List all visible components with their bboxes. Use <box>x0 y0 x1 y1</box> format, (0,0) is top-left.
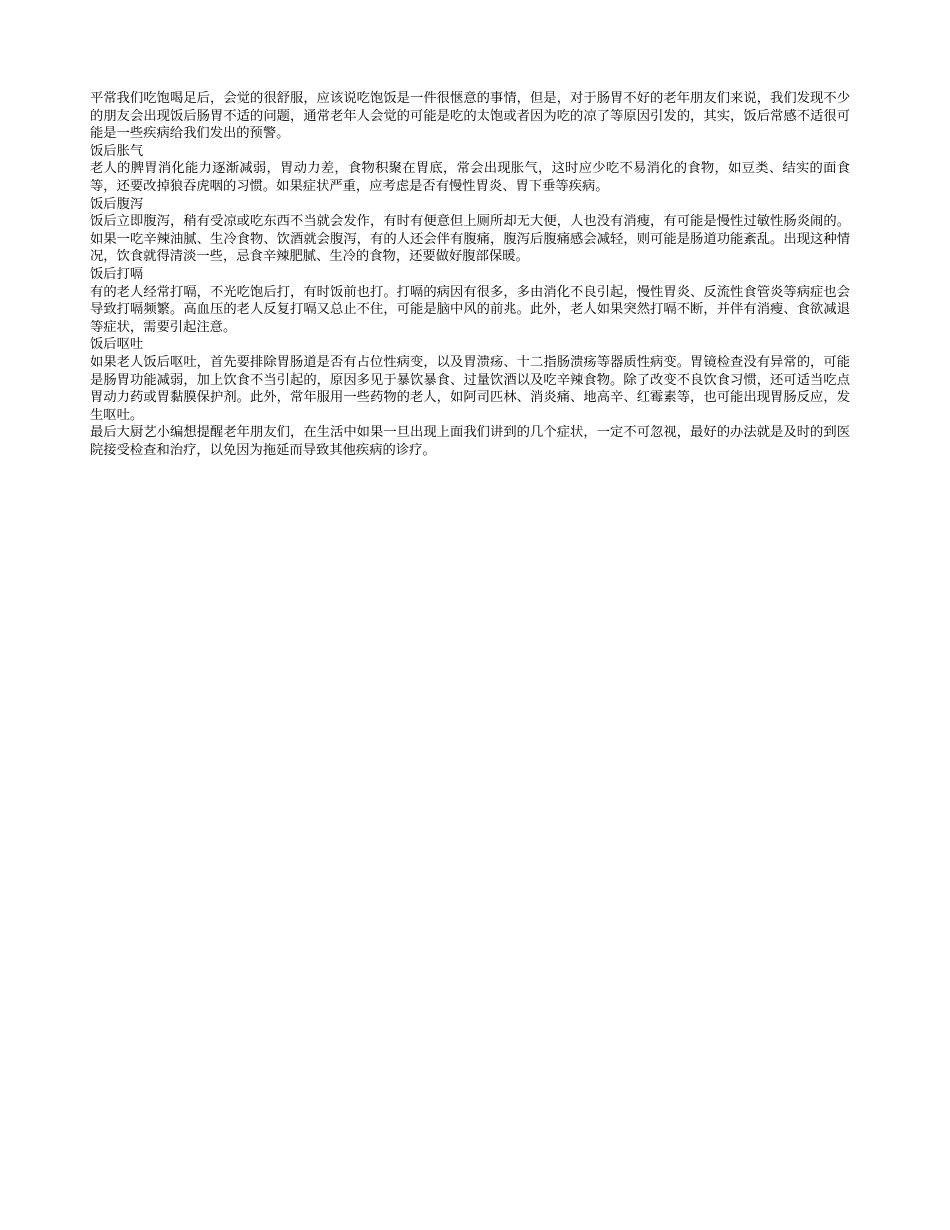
section-body-bloating: 老人的脾胃消化能力逐渐减弱，胃动力差，食物积聚在胃底，常会出现胀气，这时应少吃不易消化的食物，如豆类、结实的面食等，还要改掉狼吞虎咽的习惯。如果症状严重，应考虑是否有慢性胃炎、胃下垂等疾病。 <box>90 161 850 194</box>
section-heading-vomiting: 饭后呕吐 <box>90 337 144 353</box>
section-heading-hiccup: 饭后打嗝 <box>90 266 144 282</box>
intro-paragraph: 平常我们吃饱喝足后，会觉的很舒服，应该说吃饱饭是一件很惬意的事情，但是，对于肠胃不好的老年朋友们来说，我们发现不少的朋友会出现饭后肠胃不适的问题，通常老年人会觉的可能是吃的太饱或者因为吃的凉了等原因引发的，其实，饭后常感不适很可能是一些疾病给我们发出的预警。 <box>90 91 850 142</box>
section-body-hiccup: 有的老人经常打嗝，不光吃饱后打，有时饭前也打。打嗝的病因有很多，多由消化不良引起，慢性胃炎、反流性食管炎等病症也会导致打嗝频繁。高血压的老人反复打嗝又总止不住，可能是脑中风的前兆。此外，老人如果突然打嗝不断，并伴有消瘦、食欲减退等症状，需要引起注意。 <box>90 284 850 335</box>
section-heading-diarrhea: 饭后腹泻 <box>90 196 144 212</box>
closing-paragraph: 最后大厨艺小编想提醒老年朋友们，在生活中如果一旦出现上面我们讲到的几个症状，一定不可忽视，最好的办法就是及时的到医院接受检查和治疗，以免因为拖延而导致其他疾病的诊疗。 <box>90 425 850 458</box>
section-body-vomiting: 如果老人饭后呕吐，首先要排除胃肠道是否有占位性病变，以及胃溃疡、十二指肠溃疡等器质性病变。胃镜检查没有异常的，可能是肠胃功能减弱，加上饮食不当引起的，原因多见于暴饮暴食、过量饮酒以及吃辛辣食物。除了改变不良饮食习惯，还可适当吃点胃动力药或胃黏膜保护剂。此外，常年服用一些药物的老人，如阿司匹林、消炎痛、地高辛、红霉素等，也可能出现胃肠反应，发生呕吐。 <box>90 354 850 423</box>
document-body <box>90 90 850 459</box>
section-body-diarrhea: 饭后立即腹泻，稍有受凉或吃东西不当就会发作，有时有便意但上厕所却无大便，人也没有消瘦，有可能是慢性过敏性肠炎闹的。如果一吃辛辣油腻、生冷食物、饮酒就会腹泻，有的人还会伴有腹痛，腹泻后腹痛感会减轻，则可能是肠道功能紊乱。出现这种情况，饮食就得清淡一些，忌食辛辣肥腻、生冷的食物，还要做好腹部保暖。 <box>90 214 850 265</box>
section-heading-bloating: 饭后胀气 <box>90 143 144 159</box>
